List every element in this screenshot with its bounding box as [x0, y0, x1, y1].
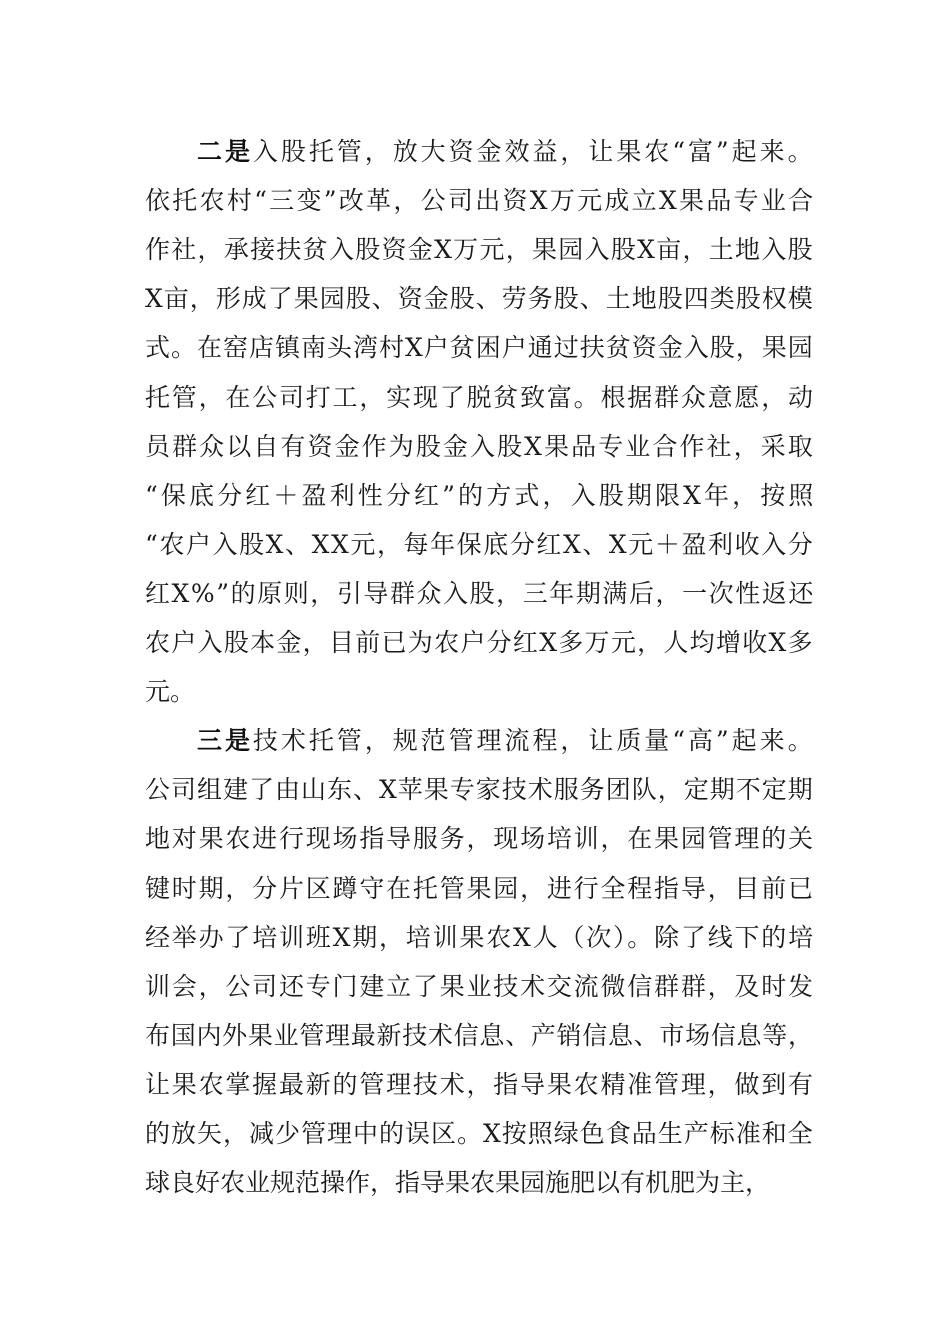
paragraph-lead-heading: 二是 [197, 137, 253, 166]
paragraph-first-line [197, 721, 816, 761]
paragraph-line [145, 476, 817, 516]
paragraph-line [145, 525, 814, 565]
paragraph-first-line [197, 132, 816, 172]
paragraph-line-text: 依托农村“三变”改革，公司出资Ⅹ万元成立Ⅹ果品专业合 [145, 186, 816, 216]
paragraph-line [145, 672, 195, 712]
paragraph-line-text: 的放矢，减少管理中的误区。Ⅹ按照绿色食品生产标准和全 [145, 1119, 814, 1148]
paragraph-line [145, 1163, 770, 1203]
paragraph-line [145, 623, 814, 663]
paragraph-line-text: “保底分红＋盈利性分红”的方式，入股期限Ⅹ年，按照 [145, 480, 817, 510]
paragraph-line [145, 230, 814, 270]
paragraph-line-text: 布国内外果业管理最新技术信息、产销信息、市场信息等， [145, 1020, 814, 1050]
paragraph-line-text: 托管，在公司打工，实现了脱贫致富。根据群众意愿，动 [145, 382, 815, 412]
paragraph-line-text: 式。在窑店镇南头湾村Ⅹ户贫困户通过扶贫资金入股，果园 [145, 333, 814, 363]
paragraph-line-text: Ⅹ亩，形成了果园股、资金股、劳务股、土地股四类股权模 [145, 284, 814, 314]
paragraph-line [145, 1065, 815, 1105]
paragraph-lead-heading: 三是 [197, 726, 253, 756]
paragraph-line [145, 770, 814, 810]
paragraph-line [145, 279, 814, 319]
paragraph-line-text: 球良好农业规范操作，指导果农果园施肥以有机肥为主， [145, 1168, 771, 1198]
paragraph-line-text: 红Ⅹ%”的原则，引导群众入股，三年期满后，一次性返还 [145, 578, 815, 608]
paragraph-line-text: 农户入股本金，目前已为农户分红Ⅹ多万元，人均增收Ⅹ多 [145, 628, 814, 657]
paragraph-line [145, 1114, 814, 1154]
paragraph-line-text: 地对果农进行现场指导服务，现场培训，在果园管理的关 [145, 824, 815, 854]
paragraph-line [145, 378, 815, 418]
paragraph-line [145, 328, 814, 368]
paragraph-line-text: 元。 [145, 677, 196, 707]
paragraph-line [145, 918, 815, 958]
paragraph-line-text: “农户入股Ⅹ、ⅩⅩ元，每年保底分红Ⅹ、Ⅹ元＋盈利收入分 [145, 529, 815, 559]
paragraph-line-text: 技术托管，规范管理流程，让质量“高”起来。 [252, 726, 816, 756]
paragraph-line-text: 让果农掌握最新的管理技术，指导果农精准管理，做到有 [145, 1069, 815, 1099]
paragraph-line-text: 员群众以自有资金作为股金入股Ⅹ果品专业合作社，采取 [145, 431, 815, 461]
paragraph-line [145, 181, 815, 221]
paragraph-line [145, 869, 815, 909]
paragraph-line-text: 作社，承接扶贫入股资金Ⅹ万元，果园入股Ⅹ亩，土地入股 [145, 235, 814, 265]
paragraph-line-text: 经举办了培训班Ⅹ期，培训果农Ⅹ人（次）。除了线下的培 [145, 922, 815, 952]
paragraph-line-text: 入股托管，放大资金效益，让果农“富”起来。 [252, 137, 816, 166]
paragraph-line [145, 574, 815, 614]
paragraph-line [145, 967, 815, 1007]
paragraph-line [145, 819, 815, 859]
paragraph-line-text: 公司组建了由山东、Ⅹ苹果专家技术服务团队，定期不定期 [145, 775, 814, 805]
paragraph-line [145, 1016, 814, 1056]
paragraph-line-text: 键时期，分片区蹲守在托管果园，进行全程指导，目前已 [145, 873, 815, 903]
paragraph-line [145, 427, 815, 467]
paragraph-line-text: 训会，公司还专门建立了果业技术交流微信群群，及时发 [145, 971, 815, 1001]
